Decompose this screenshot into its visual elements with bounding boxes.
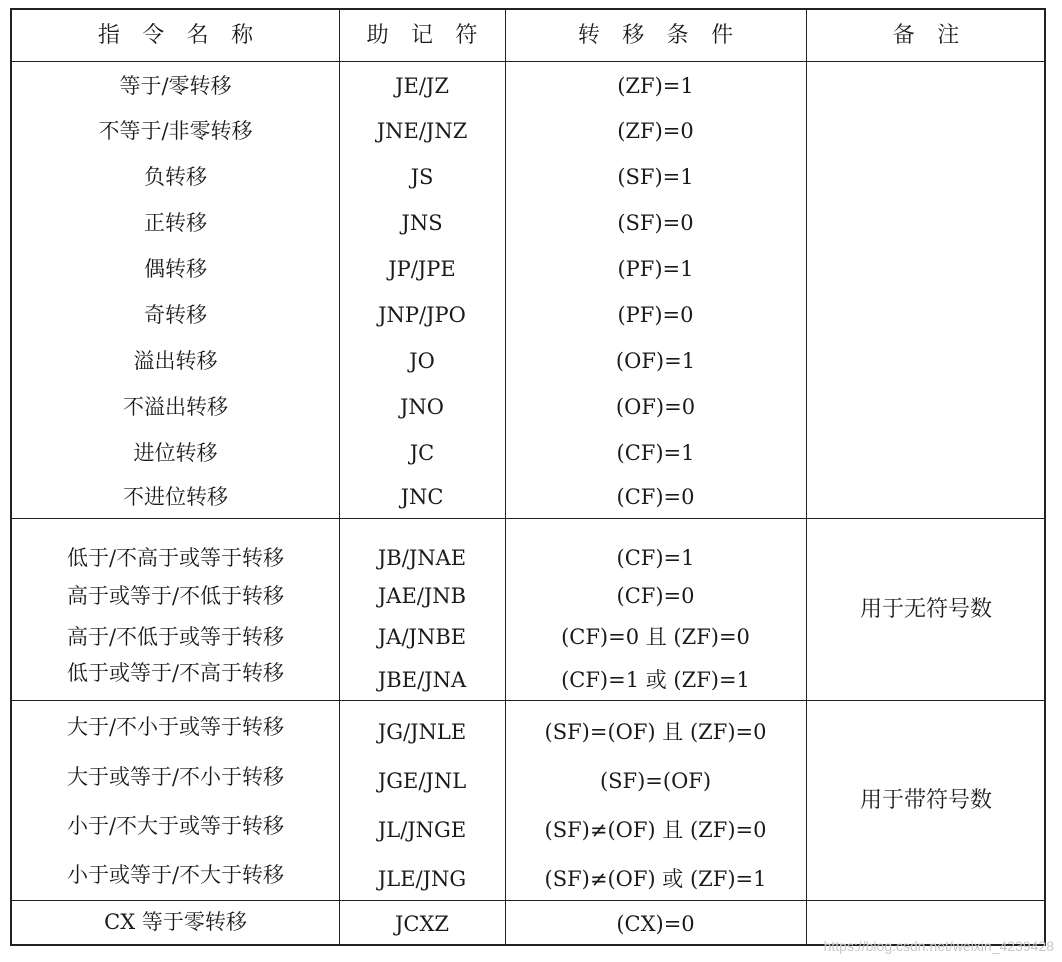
row-mnemonic: JNE/JNZ: [376, 118, 468, 143]
row-name: 负转移: [144, 164, 207, 189]
row-condition: (OF)=0: [615, 394, 696, 419]
row-name: 不进位转移: [123, 484, 228, 509]
note-unsigned: 用于无符号数: [859, 596, 992, 622]
row-name: 小于或等于/不大于转移: [66, 862, 285, 887]
row-name: 偶转移: [144, 256, 207, 281]
row-mnemonic: JE/JZ: [395, 73, 449, 98]
row-condition: (CF)=1 或 (ZF)=1: [561, 667, 750, 692]
row-condition: (SF)≠(OF) 或 (ZF)=1: [544, 866, 767, 891]
row-name: 不等于/非零转移: [98, 118, 253, 143]
row-mnemonic: JAE/JNB: [377, 583, 467, 608]
row-condition: (CF)=1: [616, 440, 695, 465]
watermark-text: https://blog.csdn.net/weixin_4239428: [823, 938, 1054, 954]
row-condition: (SF)=1: [617, 164, 694, 189]
row-name: 奇转移: [144, 302, 207, 327]
row-mnemonic: JB/JNAE: [377, 545, 467, 570]
row-mnemonic: JCXZ: [394, 912, 450, 936]
row-mnemonic: JBE/JNA: [377, 667, 467, 692]
header-note: 备 注: [892, 22, 967, 48]
row-condition: (CX)=0: [616, 912, 695, 936]
row-condition: (SF)≠(OF) 且 (ZF)=0: [544, 817, 767, 842]
row-mnemonic: JP/JPE: [388, 256, 456, 281]
row-condition: (PF)=0: [617, 302, 694, 327]
row-condition: (ZF)=1: [617, 73, 694, 98]
row-name: 高于或等于/不低于转移: [66, 583, 285, 608]
row-name: 大于/不小于或等于转移: [66, 714, 285, 739]
row-mnemonic: JNO: [399, 394, 444, 419]
row-condition: (OF)=1: [615, 348, 696, 373]
row-mnemonic: JNP/JPO: [378, 302, 466, 327]
row-condition: (SF)=(OF): [599, 768, 712, 793]
row-mnemonic: JS: [410, 164, 434, 189]
row-mnemonic: JG/JNLE: [377, 719, 467, 744]
row-condition: (PF)=1: [617, 256, 694, 281]
jump-instruction-table: [10, 8, 1046, 946]
row-name: 大于或等于/不小于转移: [66, 764, 285, 789]
row-mnemonic: JA/JNBE: [377, 624, 467, 649]
row-name: 小于/不大于或等于转移: [66, 813, 285, 838]
row-mnemonic: JL/JNGE: [377, 817, 467, 842]
row-condition: (SF)=(OF) 且 (ZF)=0: [544, 719, 767, 744]
header-mnemonic: 助 记 符: [366, 22, 486, 48]
row-condition: (CF)=0: [616, 583, 695, 608]
note-signed: 用于带符号数: [859, 787, 992, 813]
row-name: 进位转移: [133, 440, 218, 465]
row-name: 低于/不高于或等于转移: [66, 545, 285, 570]
row-name: 溢出转移: [133, 348, 218, 373]
row-condition: (ZF)=0: [617, 118, 694, 143]
row-condition: (CF)=0 且 (ZF)=0: [561, 624, 750, 649]
row-mnemonic: JNS: [401, 210, 443, 235]
row-mnemonic: JC: [409, 440, 435, 465]
row-name: 等于/零转移: [119, 73, 232, 98]
row-mnemonic: JGE/JNL: [377, 768, 467, 793]
header-instruction-name: 指 令 名 称: [97, 22, 261, 48]
row-name: CX 等于零转移: [104, 910, 247, 934]
row-condition: (CF)=0: [616, 484, 695, 509]
row-condition: (SF)=0: [617, 210, 694, 235]
header-separator: [12, 61, 1044, 62]
row-name: 低于或等于/不高于转移: [66, 660, 285, 685]
row-mnemonic: JNC: [400, 484, 444, 509]
row-condition: (CF)=1: [616, 545, 695, 570]
row-name: 不溢出转移: [123, 394, 228, 419]
row-name: 高于/不低于或等于转移: [66, 624, 285, 649]
row-name: 正转移: [144, 210, 207, 235]
header-condition: 转 移 条 件: [577, 22, 741, 48]
row-mnemonic: JLE/JNG: [377, 866, 467, 891]
row-mnemonic: JO: [409, 348, 435, 373]
